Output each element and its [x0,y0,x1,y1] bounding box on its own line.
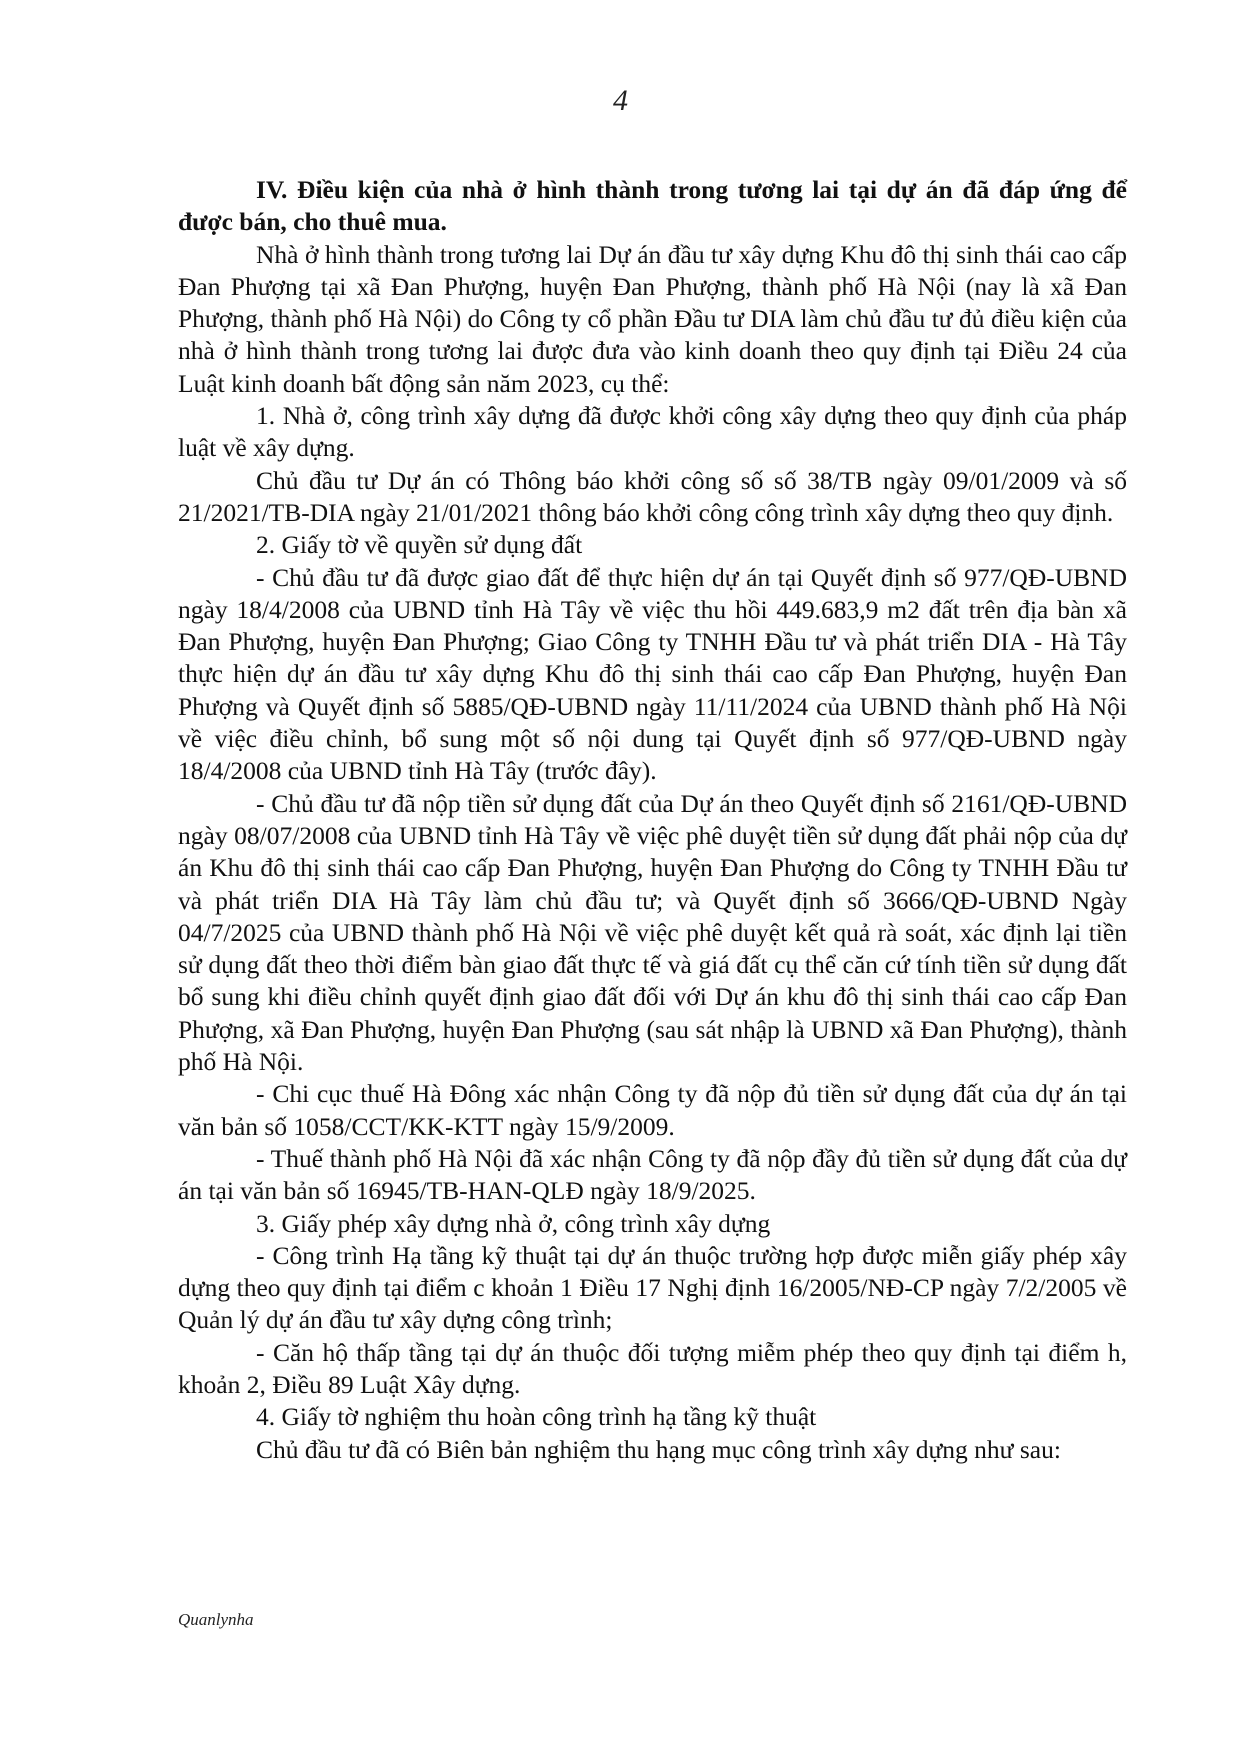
item-2-tax-confirmation-1: - Chi cục thuế Hà Đông xác nhận Công ty đã nộp đủ tiền sử dụng đất của dự án tại văn bản số 1058/CCT/KK-KTT ngày 15/9/2009. [178,1079,1127,1141]
item-1-body: Chủ đầu tư Dự án có Thông báo khởi công số số 38/TB ngày 09/01/2009 và số 21/2021/TB-DIA ngày 21/01/2021 thông báo khởi công công trình xây dựng theo quy định. [178,465,1127,527]
item-3-title: 3. Giấy phép xây dựng nhà ở, công trình xây dựng [256,1208,771,1238]
item-4-title: 4. Giấy tờ nghiệm thu hoàn công trình hạ tầng kỹ thuật [256,1402,817,1432]
item-4-body: Chủ đầu tư đã có Biên bản nghiệm thu hạng mục công trình xây dựng như sau: [256,1434,1061,1464]
item-2-land-allocation: - Chủ đầu tư đã được giao đất để thực hiện dự án tại Quyết định số 977/QĐ-UBND ngày 18/4/2008 của UBND tỉnh Hà Tây về việc thu hồi 449.683,9 m2 đất trên địa bàn xã Đan Phượng, huyện Đan Phượng; Giao Công ty TNHH Đầu tư và phát triển DIA - Hà Tây thực hiện dự án đầu tư xây dựng Khu đô thị sinh thái cao cấp Đan Phượng, huyện Đan Phượng và Quyết định số 5885/QĐ-UBND ngày 11/11/2024 của UBND thành phố Hà Nội về việc điều chỉnh, bổ sung một số nội dung tại Quyết định số 977/QĐ-UBND ngày 18/4/2008 của UBND tỉnh Hà Tây (trước đây). [178,562,1127,786]
item-2-tax-confirmation-2: - Thuế thành phố Hà Nội đã xác nhận Công ty đã nộp đầy đủ tiền sử dụng đất của dự án tại văn bản số 16945/TB-HAN-QLĐ ngày 18/9/2025. [178,1143,1127,1206]
footer-label: Quanlynha [178,1610,254,1629]
item-3-low-rise: - Căn hộ thấp tầng tại dự án thuộc đối tượng miễm phép theo quy định tại điểm h, khoản 2, Điều 89 Luật Xây dựng. [178,1337,1127,1399]
item-1-title: 1. Nhà ở, công trình xây dựng đã được khởi công xây dựng theo quy định của pháp luật về xây dựng. [178,401,1127,463]
item-2-land-fee: - Chủ đầu tư đã nộp tiền sử dụng đất của Dự án theo Quyết định số 2161/QĐ-UBND ngày 08/07/2008 của UBND tỉnh Hà Tây về việc phê duyệt tiền sử dụng đất phải nộp của dự án Khu đô thị sinh thái cao cấp Đan Phượng, huyện Đan Phượng do Công ty TNHH Đầu tư và phát triển DIA Hà Tây làm chủ đầu tư; và Quyết định số 3666/QĐ-UBND Ngày 04/7/2025 của UBND thành phố Hà Nội về việc phê duyệt kết quả rà soát, xác định lại tiền sử dụng đất theo thời điểm bàn giao đất thực tế và giá đất cụ thể căn cứ tính tiền sử dụng đất bổ sung khi điều chỉnh quyết định giao đất đối với Dự án khu đô thị sinh thái cao cấp Đan Phượng, xã Đan Phượng, huyện Đan Phượng (sau sát nhập là UBND xã Đan Phượng), thành phố Hà Nội. [178,788,1127,1077]
section-heading: IV. Điều kiện của nhà ở hình thành trong tương lai tại dự án đã đáp ứng để được bán, cho thuê mua. [178,175,1127,237]
item-2-title: 2. Giấy tờ về quyền sử dụng đất [256,530,583,560]
paragraph-intro: Nhà ở hình thành trong tương lai Dự án đầu tư xây dựng Khu đô thị sinh thái cao cấp Đan Phượng tại xã Đan Phượng, huyện Đan Phượng, thành phố Hà Nội (nay là xã Đan Phượng, thành phố Hà Nội) do Công ty cổ phần Đầu tư DIA làm chủ đầu tư đủ điều kiện của nhà ở hình thành trong tương lai được đưa vào kinh doanh theo quy định tại Điều 24 của Luật kinh doanh bất động sản năm 2023, cụ thể: [178,239,1127,398]
document-body [178,174,1127,1466]
item-3-infrastructure: - Công trình Hạ tầng kỹ thuật tại dự án thuộc trường hợp được miễn giấy phép xây dựng theo quy định tại điểm c khoản 1 Điều 17 Nghị định 16/2005/NĐ-CP ngày 7/2/2005 về Quản lý dự án đầu tư xây dựng công trình; [178,1240,1127,1335]
page-number: 4 [613,84,628,117]
